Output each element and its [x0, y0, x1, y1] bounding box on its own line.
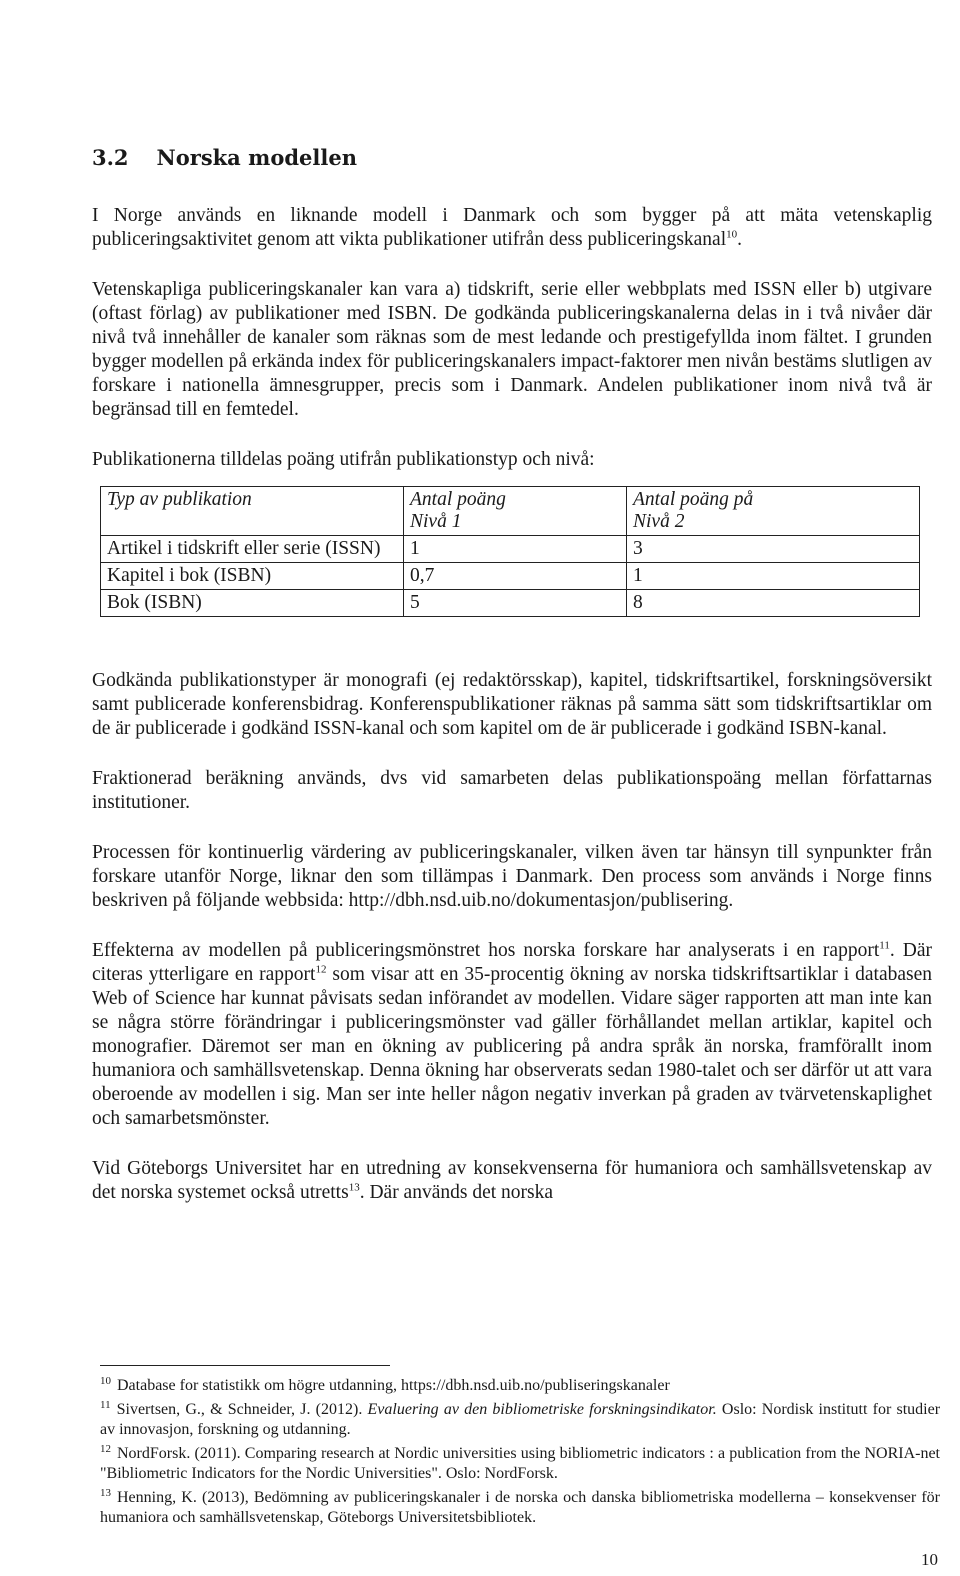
paragraph-gothenburg [92, 1157, 932, 1205]
paragraph-points-intro: Publikationerna tilldelas poäng utifrån publikationstyp och nivå: [92, 449, 595, 470]
table-cell: 3 [627, 536, 920, 563]
footnote-ref: 13 [348, 1181, 360, 1194]
paragraph-text: . Där används det norska [359, 1182, 554, 1203]
table-header-row [101, 487, 920, 536]
paragraph-fractional: Fraktionerad beräkning används, dvs vid samarbeten delas publikationspoäng mellan författarnas institutioner. [92, 768, 932, 813]
paragraph-channels: Vetenskapliga publiceringskanaler kan vara a) tidskrift, serie eller webbplats med ISSN eller b) utgivare (oftast förlag) av publikationer med ISBN. De godkända publiceringskanalerna delas in i två nivåer där nivå två innehåller de kanaler som räknas som de mest ledande och prestigefyllda inom fältet. I grunden bygger modellen på erkända index för publiceringskanalers impact-faktorer men nivån bestäms slutligen av forskare i nationella ämnesgrupper, precis som i Danmark. Andelen publikationer inom nivå två är begränsad till en femtedel. [92, 279, 932, 420]
table-cell: 8 [627, 590, 920, 617]
footnote: $^{11}$ Sivertsen, G., & Schneider, J. (2012). Evaluering av den bibliometriske forskningsindikator. Oslo: Nordisk institutt for studier av innovasjon, forskning og utdanning. [100, 1398, 941, 1438]
table-cell: 5 [404, 590, 627, 617]
table-row [101, 563, 920, 590]
table-cell: Artikel i tidskrift eller serie (ISSN) [101, 536, 404, 563]
paragraph-process: Processen för kontinuerlig värdering av publiceringskanaler, vilken även tar hänsyn till synpunkter från forskare utanför Norge, liknar den som tillämpas i Danmark. Den process som används i Norge finns beskriven på följande webbsida: http://dbh.nsd.uib.no/dokumentasjon/publisering. [92, 842, 932, 911]
footnote-ref: 11 [879, 939, 890, 952]
table-row [101, 536, 920, 563]
footnote-ref: 10 [726, 228, 738, 241]
paragraph-text: som visar att en 35-procentig ökning av norska tidskriftsartiklar i databasen Web of Science har kunnat påvisats sedan införandet av modellen. Vidare säger rapporten att man inte kan se några större förändringar i publiceringsmönster vad gäller förhållandet mellan artiklar, kapitel och monografier. Däremot ser man en ökning av publicering på andra språk än norska, framförallt inom humaniora och samhällsvetenskap. Denna ökning har observerats sedan 1980-talet och ser därför ut att vara oberoende av modellen i sig. Man ser inte heller någon negativ inverkan på graden av tvärvetenskaplighet och samarbetsmönster. [92, 964, 932, 1129]
table-row [101, 590, 920, 617]
paragraph-effects [92, 939, 932, 1131]
paragraph-intro [92, 204, 932, 252]
footnote-ref: 12 [315, 963, 327, 976]
paragraph-text: I Norge används en liknande modell i Danmark och som bygger på att mäta vetenskaplig publiceringsaktivitet genom att vikta publikationer utifrån dess publiceringskanal [92, 205, 932, 250]
paragraph-text: Vid Göteborgs Universitet har en utredning av konsekvenserna för humaniora och samhällsvetenskap av det norska systemet också utretts [92, 1158, 932, 1203]
footnote: $^{12}$ NordForsk. (2011). Comparing research at Nordic universities using bibliometric indicators : a publication from the NORIA-net "Bibliometric Indicators for the Nordic Universities". Oslo: NordForsk. [100, 1442, 940, 1482]
section-number: 3.2 [92, 145, 129, 170]
paragraph-text: . Där citeras ytterligare en rapport [92, 940, 933, 985]
table-cell: 1 [404, 536, 627, 563]
paragraph-text: Effekterna av modellen på publiceringsmönstret hos norska forskare har analyserats i en rapport [92, 940, 880, 961]
paragraph-text: . [737, 229, 743, 250]
footnote-divider [100, 1365, 390, 1366]
table-cell: Kapitel i bok (ISBN) [101, 563, 404, 590]
table-header-cell: Antal poäng på Nivå 2 [627, 487, 920, 536]
points-table [100, 486, 920, 617]
table-cell: Bok (ISBN) [101, 590, 404, 617]
section-heading [92, 140, 932, 176]
table-cell: 1 [627, 563, 920, 590]
footnote: $^{13}$ Henning, K. (2013), Bedömning av publiceringskanaler i de norska och danska bibliometriska modellerna – konsekvenser för humaniora och samhällsvetenskap, Göteborgs Universitetsbibliotek. [100, 1486, 940, 1526]
paragraph-publication-types: Godkända publikationstyper är monografi (ej redaktörsskap), kapitel, tidskriftsartikel, forskningsöversikt samt publicerade konferensbidrag. Konferenspublikationer räknas på samma sätt som tidskriftsartiklar om de är publicerade i godkänd ISSN-kanal och som kapitel om de är publicerade i godkänd ISBN-kanal. [92, 670, 932, 739]
table-header-cell: Antal poäng Nivå 1 [404, 487, 627, 536]
footnotes [100, 1365, 940, 1532]
section-title: Norska modellen [156, 145, 357, 170]
document-body [92, 140, 932, 1231]
footnote: $^{10}$ Database for statistikk om högre utdanning, https://dbh.nsd.uib.no/publiseringskanaler [100, 1374, 670, 1394]
table-header-cell: Typ av publikation [101, 487, 404, 536]
table-cell: 0,7 [404, 563, 627, 590]
page-number: 10 [921, 1550, 938, 1569]
